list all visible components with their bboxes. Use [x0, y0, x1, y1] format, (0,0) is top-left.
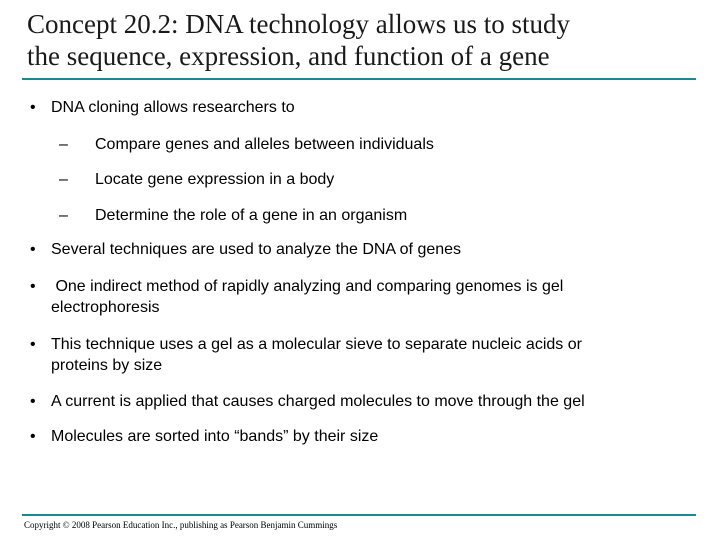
bullet-text-line-1: One indirect method of rapidly analyzing and comparing genomes is gel	[51, 278, 564, 295]
sub-bullet-text: Determine the role of a gene in an organism	[95, 207, 408, 224]
title-line-2: the sequence, expression, and function of a gene	[27, 41, 550, 71]
bullet-icon: •	[30, 278, 36, 295]
copyright-footer: Copyright © 2008 Pearson Education Inc., publishing as Pearson Benjamin Cummings	[24, 520, 338, 530]
bullet-icon: •	[30, 336, 36, 353]
dash-icon: –	[59, 136, 68, 153]
footer-divider	[22, 514, 696, 516]
bullet-text: DNA cloning allows researchers to	[51, 99, 295, 116]
sub-bullet-text: Locate gene expression in a body	[95, 171, 335, 188]
bullet-icon: •	[30, 428, 36, 445]
bullet-text-line-2: proteins by size	[51, 357, 163, 374]
dash-icon: –	[59, 171, 68, 188]
bullet-icon: •	[30, 241, 36, 258]
bullet-icon: •	[30, 99, 36, 116]
bullet-text: A current is applied that causes charged molecules to move through the gel	[51, 393, 585, 410]
title-line-1: Concept 20.2: DNA technology allows us to study	[27, 9, 570, 39]
bullet-text: Molecules are sorted into “bands” by their size	[51, 428, 379, 445]
bullet-text-line-1: This technique uses a gel as a molecular sieve to separate nucleic acids or	[51, 336, 582, 353]
bullet-icon: •	[30, 393, 36, 410]
sub-bullet-text: Compare genes and alleles between individuals	[95, 136, 434, 153]
bullet-text-line-2: electrophoresis	[51, 299, 160, 316]
dash-icon: –	[59, 207, 68, 224]
bullet-text	[51, 276, 671, 318]
bullet-text: Several techniques are used to analyze the DNA of genes	[51, 241, 462, 258]
bullet-text	[51, 334, 671, 376]
